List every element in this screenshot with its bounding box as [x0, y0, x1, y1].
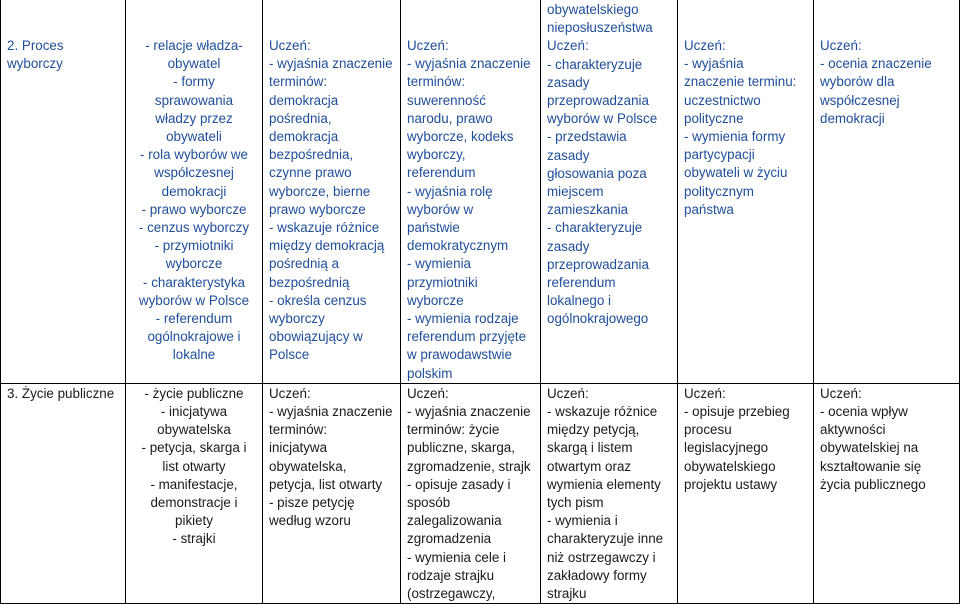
- requirements-cell-level-3: Uczeń: - wskazuje różnice między petycją, skargą i listem otwartym oraz wymienia elementy tych pism - wymienia i charakteryzuje inne niż ostrzegawczy i zakładowy formy strajku: [541, 383, 678, 603]
- requirements-cell-level-3: obywatelskiego nieposłuszeństwa Uczeń: - charakteryzuje zasady przeprowadzania wyborów w Polsce - przedstawia zasady głosowania poza miejscem zamieszkania - charakteryzuje zasady przeprowadzania referendum lokalnego i ogólnokrajowego: [541, 0, 678, 383]
- requirements-cell-level-2: Uczeń: - wyjaśnia znaczenie terminów: suwerenność narodu, prawo wyborcze, kodeks wyborczy, referendum - wyjaśnia rolę wyborów w państwie demokratycznym - wymienia przymiotniki wyborcze - wymienia rodzaje referendum przyjęte w prawodawstwie polskim: [401, 0, 541, 383]
- table-row-proces-wyborczy: [1, 0, 960, 383]
- requirements-cell-level-5: Uczeń: - ocenia znaczenie wyborów dla współczesnej demokracji: [814, 0, 960, 383]
- content-cell: - życie publiczne - inicjatywa obywatelska - petycja, skarga i list otwarty - manifestacje, demonstracje i pikiety - strajki: [126, 383, 263, 603]
- table-row-zycie-publiczne: [1, 383, 960, 603]
- content-cell: - relacje władza- obywatel - formy sprawowania władzy przez obywateli - rola wyborów we współczesnej demokracji - prawo wyborcze - cenzus wyborczy - przymiotniki wyborcze - charakterystyka wyborów w Polsce - referendum ogólnokrajowe i lokalne: [126, 0, 263, 383]
- requirements-cell-level-1: Uczeń: - wyjaśnia znaczenie terminów: inicjatywa obywatelska, petycja, list otwarty - pisze petycję według wzoru: [263, 383, 401, 603]
- requirements-cell-level-5: Uczeń: - ocenia wpływ aktywności obywatelskiej na kształtowanie się życia publicznego: [814, 383, 960, 603]
- requirements-cell-level-1: Uczeń: - wyjaśnia znaczenie terminów: demokracja pośrednia, demokracja bezpośrednia, czynne prawo wyborcze, bierne prawo wyborcze - wskazuje różnice między demokracją pośrednią a bezpośrednią - określa cenzus wyborczy obowiązujący w Polsce: [263, 0, 401, 383]
- topic-cell: 3. Życie publiczne: [1, 383, 126, 603]
- requirements-cell-level-2: Uczeń: - wyjaśnia znaczenie terminów: życie publiczne, skarga, zgromadzenie, strajk - opisuje zasady i sposób zalegalizowania zgromadzenia - wymienia cele i rodzaje strajku (ostrzegawczy,: [401, 383, 541, 603]
- topic-cell: 2. Proces wyborczy: [1, 0, 126, 383]
- requirements-cell-level-4: Uczeń: - opisuje przebieg procesu legislacyjnego obywatelskiego projektu ustawy: [678, 383, 814, 603]
- requirements-cell-level-4: Uczeń: - wyjaśnia znaczenie terminu: uczestnictwo polityczne - wymienia formy partycypacji obywateli w życiu politycznym państwa: [678, 0, 814, 383]
